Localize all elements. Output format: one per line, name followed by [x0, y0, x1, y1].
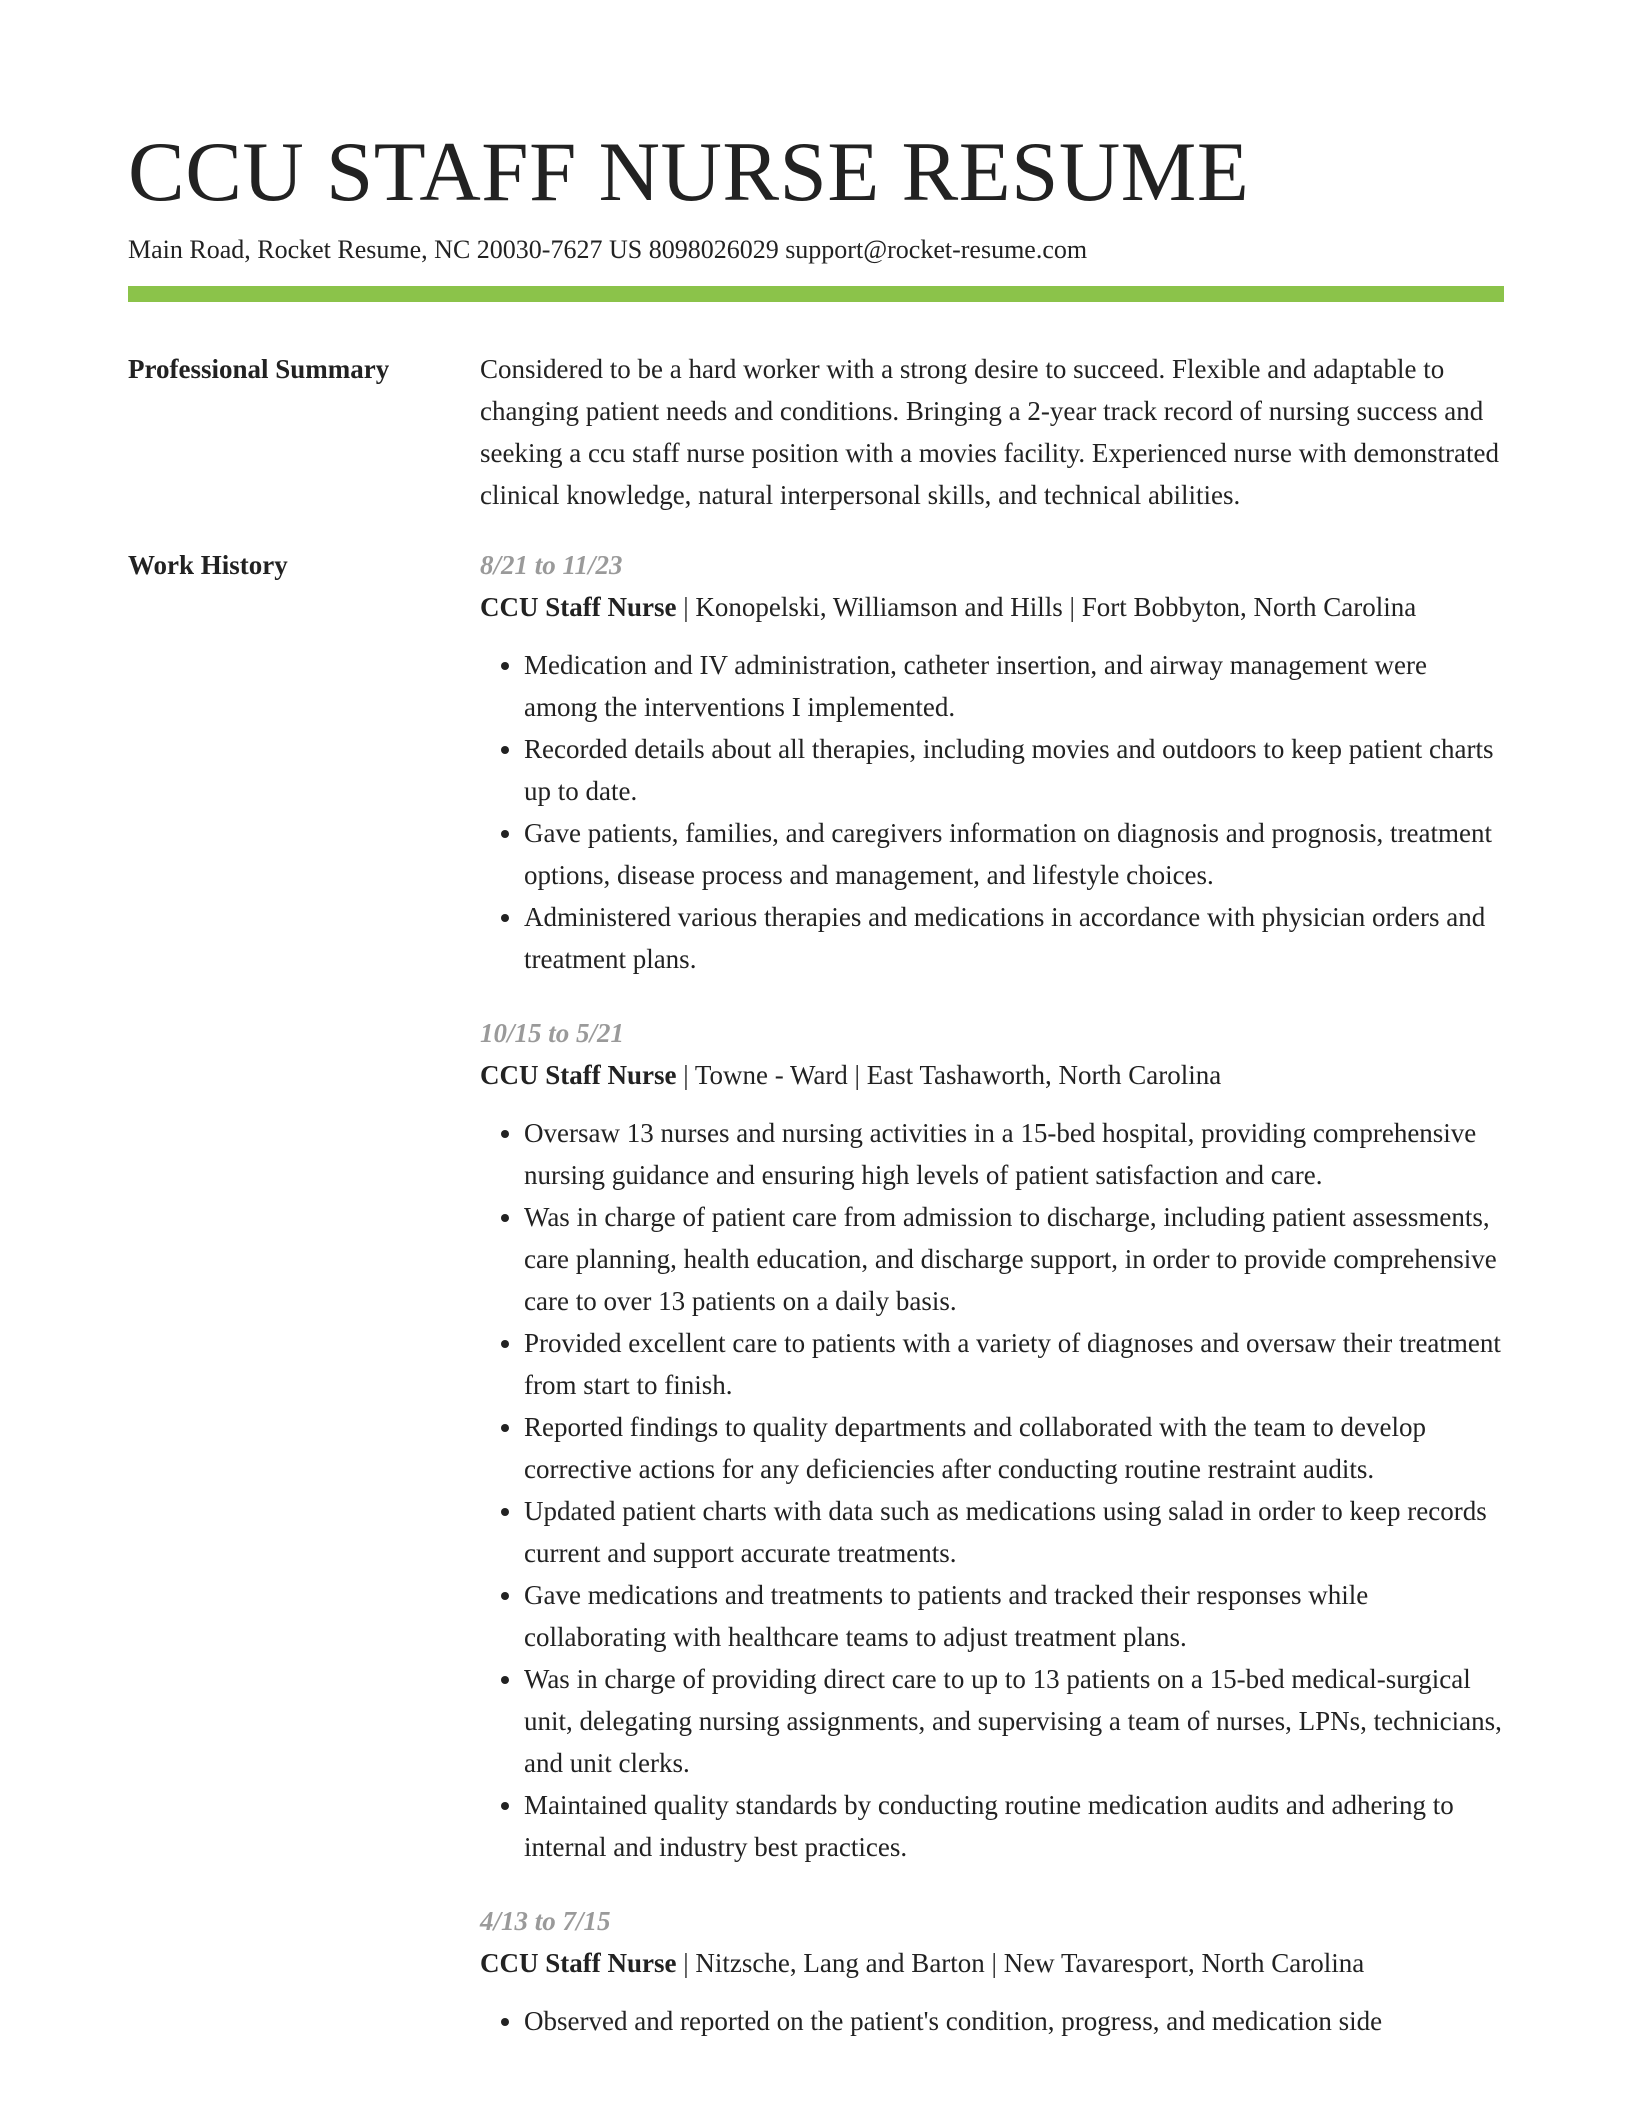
summary-text: Considered to be a hard worker with a strong desire to succeed. Flexible and adaptable to changing patient needs and conditions. Bringing a 2-year track record of nursing success and seeking a ccu staff nurse position with a movies facility. Experienced nurse with demonstrated clinical knowledge, natural interpersonal skills, and technical abilities.: [480, 354, 1499, 510]
section-label-work-history: Work History: [128, 550, 288, 580]
job-dates: 8/21 to 11/23: [480, 550, 623, 580]
job-role-line: [480, 1054, 1504, 1096]
job-bullets: [480, 1112, 1504, 1868]
section-label-professional-summary: Professional Summary: [128, 354, 390, 384]
header-divider: [128, 286, 1504, 302]
resume-page: [128, 122, 1504, 2042]
job-dates: 4/13 to 7/15: [480, 1906, 611, 1936]
list-item: • Gave medications and treatments to patients and tracked their responses while collaborating with healthcare teams to adjust treatment plans.: [524, 1574, 1504, 1658]
job-bullets: [480, 2000, 1504, 2042]
list-item: • Was in charge of providing direct care to up to 13 patients on a 15-bed medical-surgical unit, delegating nursing assignments, and supervising a team of nurses, LPNs, technicians, and unit clerks.: [524, 1658, 1504, 1784]
job-dates: 10/15 to 5/21: [480, 1018, 625, 1048]
contact-email: support@rocket-resume.com: [785, 235, 1088, 264]
list-item: • Gave patients, families, and caregivers information on diagnosis and prognosis, treatment options, disease process and management, and lifestyle choices.: [524, 812, 1504, 896]
work-history-list: [480, 544, 1504, 2042]
list-item: • Reported findings to quality departments and collaborated with the team to develop corrective actions for any deficiencies after conducting routine restraint audits.: [524, 1406, 1504, 1490]
list-item: • Administered various therapies and medications in accordance with physician orders and treatment plans.: [524, 896, 1504, 980]
list-item: • Updated patient charts with data such as medications using salad in order to keep records current and support accurate treatments.: [524, 1490, 1504, 1574]
job-title: CCU Staff Nurse: [480, 1060, 677, 1090]
page-title: CCU STAFF NURSE RESUME: [128, 125, 1250, 219]
job-title: CCU Staff Nurse: [480, 592, 677, 622]
contact-line: [128, 234, 1504, 266]
list-item: • Maintained quality standards by conducting routine medication audits and adhering to internal and industry best practices.: [524, 1784, 1504, 1868]
job-role-line: [480, 1942, 1504, 1984]
job-details: | Towne - Ward | East Tashaworth, North Carolina: [676, 1060, 1222, 1090]
contact-phone: 8098026029: [648, 235, 779, 264]
job-entry: [480, 1012, 1504, 1868]
job-details: | Konopelski, Williamson and Hills | Fort Bobbyton, North Carolina: [676, 592, 1417, 622]
list-item: • Provided excellent care to patients with a variety of diagnoses and oversaw their treatment from start to finish.: [524, 1322, 1504, 1406]
work-history-section: [128, 544, 1504, 2042]
list-item: • Was in charge of patient care from admission to discharge, including patient assessments, care planning, health education, and discharge support, in order to provide comprehensive care to over 13 patients on a daily basis.: [524, 1196, 1504, 1322]
list-item: • Medication and IV administration, catheter insertion, and airway management were among the interventions I implemented.: [524, 644, 1504, 728]
job-entry: [480, 544, 1504, 980]
list-item: • Oversaw 13 nurses and nursing activities in a 15-bed hospital, providing comprehensive nursing guidance and ensuring high levels of patient satisfaction and care.: [524, 1112, 1504, 1196]
contact-address: Main Road, Rocket Resume, NC 20030-7627 US: [128, 235, 643, 264]
list-item: • Observed and reported on the patient's condition, progress, and medication side: [524, 2000, 1504, 2042]
job-entry: [480, 1900, 1504, 2042]
list-item: • Recorded details about all therapies, including movies and outdoors to keep patient charts up to date.: [524, 728, 1504, 812]
job-bullets: [480, 644, 1504, 980]
job-role-line: [480, 586, 1504, 628]
job-details: | Nitzsche, Lang and Barton | New Tavaresport, North Carolina: [676, 1948, 1365, 1978]
job-title: CCU Staff Nurse: [480, 1948, 677, 1978]
professional-summary-section: [128, 348, 1504, 516]
